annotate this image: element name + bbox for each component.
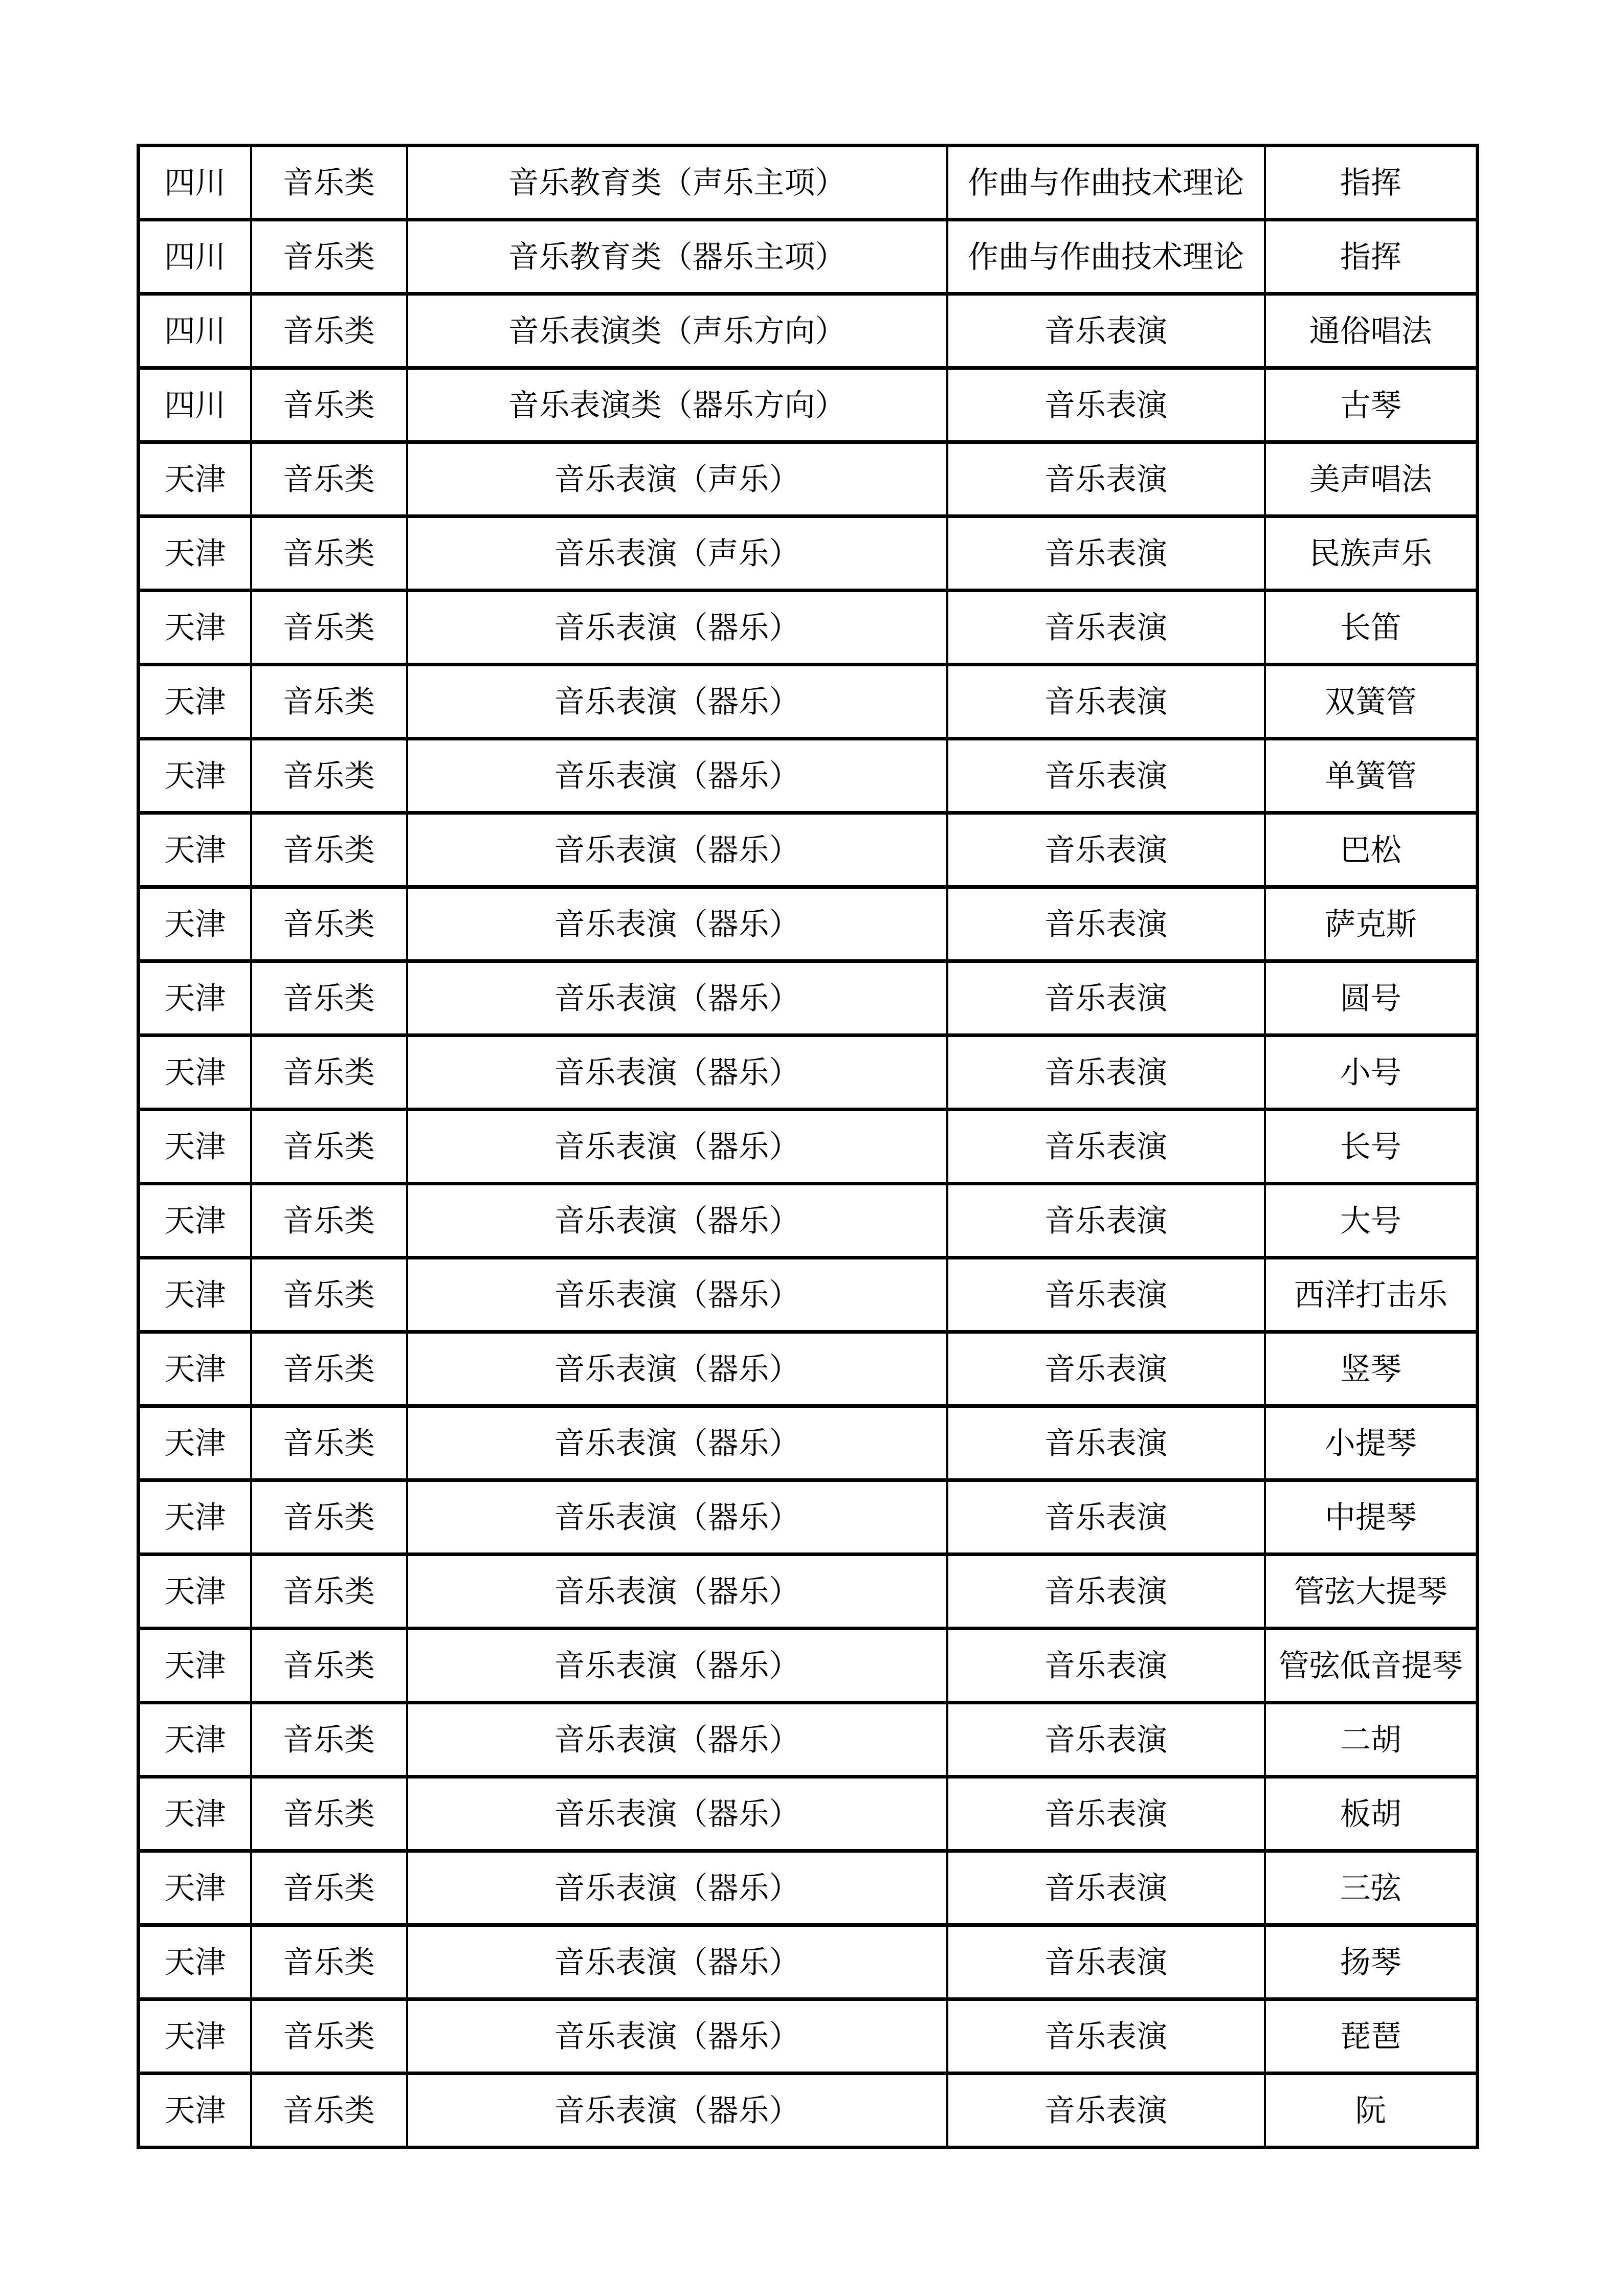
table-row [139,1851,1478,1925]
majors-table [137,144,1479,2149]
cell-category: 音乐类 [251,516,407,591]
cell-exam-type: 音乐表演（器乐） [407,1851,947,1925]
cell-exam-type: 音乐表演（器乐） [407,1258,947,1332]
cell-province: 天津 [139,1406,251,1480]
cell-category: 音乐类 [251,961,407,1036]
table-row [139,1999,1478,2074]
cell-direction: 阮 [1265,2074,1478,2148]
table-row [139,1184,1478,1258]
cell-category: 音乐类 [251,1851,407,1925]
cell-exam-type: 音乐表演（声乐） [407,516,947,591]
table-row [139,294,1478,368]
cell-major: 音乐表演 [947,1406,1265,1480]
cell-direction: 民族声乐 [1265,516,1478,591]
cell-category: 音乐类 [251,1555,407,1629]
cell-exam-type: 音乐表演（器乐） [407,665,947,739]
table-row [139,368,1478,442]
cell-major: 音乐表演 [947,1184,1265,1258]
cell-direction: 巴松 [1265,813,1478,887]
cell-exam-type: 音乐表演（器乐） [407,739,947,813]
cell-province: 四川 [139,368,251,442]
cell-major: 音乐表演 [947,1110,1265,1184]
cell-province: 天津 [139,2074,251,2148]
table-row [139,1406,1478,1480]
cell-province: 天津 [139,516,251,591]
cell-province: 天津 [139,961,251,1036]
cell-major: 音乐表演 [947,442,1265,516]
cell-category: 音乐类 [251,220,407,294]
cell-exam-type: 音乐表演（器乐） [407,961,947,1036]
cell-province: 天津 [139,442,251,516]
cell-category: 音乐类 [251,1480,407,1555]
table-row [139,665,1478,739]
table-row [139,591,1478,665]
cell-exam-type: 音乐表演（器乐） [407,1480,947,1555]
cell-direction: 小提琴 [1265,1406,1478,1480]
cell-province: 四川 [139,294,251,368]
cell-exam-type: 音乐表演（器乐） [407,2074,947,2148]
cell-major: 音乐表演 [947,1036,1265,1110]
cell-direction: 管弦大提琴 [1265,1555,1478,1629]
cell-province: 天津 [139,739,251,813]
table-row [139,813,1478,887]
cell-category: 音乐类 [251,1258,407,1332]
table-row [139,2074,1478,2148]
table-row [139,961,1478,1036]
cell-direction: 长号 [1265,1110,1478,1184]
cell-province: 天津 [139,887,251,961]
cell-exam-type: 音乐表演（器乐） [407,1036,947,1110]
cell-province: 天津 [139,1332,251,1406]
cell-exam-type: 音乐表演（器乐） [407,1332,947,1406]
table-row [139,442,1478,516]
cell-major: 音乐表演 [947,591,1265,665]
cell-province: 天津 [139,1555,251,1629]
cell-category: 音乐类 [251,1184,407,1258]
cell-direction: 管弦低音提琴 [1265,1629,1478,1703]
table-row [139,220,1478,294]
cell-major: 音乐表演 [947,739,1265,813]
cell-exam-type: 音乐表演（器乐） [407,591,947,665]
cell-category: 音乐类 [251,442,407,516]
cell-major: 音乐表演 [947,1480,1265,1555]
cell-major: 音乐表演 [947,961,1265,1036]
table-row [139,1629,1478,1703]
cell-major: 作曲与作曲技术理论 [947,146,1265,220]
table-row [139,146,1478,220]
cell-province: 天津 [139,1184,251,1258]
cell-direction: 古琴 [1265,368,1478,442]
cell-category: 音乐类 [251,813,407,887]
cell-exam-type: 音乐表演（器乐） [407,1406,947,1480]
table-row [139,1036,1478,1110]
cell-province: 四川 [139,146,251,220]
cell-direction: 双簧管 [1265,665,1478,739]
cell-province: 天津 [139,1925,251,1999]
cell-category: 音乐类 [251,1406,407,1480]
cell-category: 音乐类 [251,665,407,739]
cell-category: 音乐类 [251,146,407,220]
cell-major: 音乐表演 [947,813,1265,887]
cell-province: 天津 [139,1999,251,2074]
cell-province: 天津 [139,1703,251,1777]
cell-exam-type: 音乐表演（器乐） [407,1999,947,2074]
cell-direction: 扬琴 [1265,1925,1478,1999]
cell-category: 音乐类 [251,294,407,368]
cell-category: 音乐类 [251,739,407,813]
cell-major: 音乐表演 [947,887,1265,961]
table-row [139,1777,1478,1851]
cell-province: 天津 [139,1258,251,1332]
table-row [139,1480,1478,1555]
cell-direction: 大号 [1265,1184,1478,1258]
cell-province: 天津 [139,1036,251,1110]
cell-exam-type: 音乐表演（器乐） [407,1777,947,1851]
cell-major: 作曲与作曲技术理论 [947,220,1265,294]
cell-direction: 琵琶 [1265,1999,1478,2074]
cell-direction: 指挥 [1265,146,1478,220]
table-row [139,1555,1478,1629]
cell-category: 音乐类 [251,1332,407,1406]
cell-province: 天津 [139,813,251,887]
cell-province: 天津 [139,1629,251,1703]
majors-table-body [139,146,1478,2148]
cell-major: 音乐表演 [947,1851,1265,1925]
cell-major: 音乐表演 [947,2074,1265,2148]
cell-category: 音乐类 [251,591,407,665]
cell-major: 音乐表演 [947,1777,1265,1851]
cell-major: 音乐表演 [947,1629,1265,1703]
cell-major: 音乐表演 [947,516,1265,591]
cell-exam-type: 音乐表演（器乐） [407,1184,947,1258]
cell-direction: 萨克斯 [1265,887,1478,961]
cell-exam-type: 音乐教育类（声乐主项） [407,146,947,220]
cell-direction: 小号 [1265,1036,1478,1110]
cell-category: 音乐类 [251,1777,407,1851]
cell-major: 音乐表演 [947,1258,1265,1332]
table-row [139,1925,1478,1999]
cell-province: 四川 [139,220,251,294]
cell-exam-type: 音乐表演类（声乐方向） [407,294,947,368]
cell-exam-type: 音乐教育类（器乐主项） [407,220,947,294]
cell-direction: 指挥 [1265,220,1478,294]
cell-category: 音乐类 [251,1110,407,1184]
cell-category: 音乐类 [251,368,407,442]
cell-direction: 三弦 [1265,1851,1478,1925]
cell-direction: 中提琴 [1265,1480,1478,1555]
table-row [139,1332,1478,1406]
cell-direction: 西洋打击乐 [1265,1258,1478,1332]
cell-province: 天津 [139,665,251,739]
table-row [139,1703,1478,1777]
cell-direction: 竖琴 [1265,1332,1478,1406]
cell-province: 天津 [139,1110,251,1184]
cell-exam-type: 音乐表演（器乐） [407,1110,947,1184]
cell-major: 音乐表演 [947,294,1265,368]
table-row [139,1258,1478,1332]
cell-direction: 长笛 [1265,591,1478,665]
cell-exam-type: 音乐表演（声乐） [407,442,947,516]
cell-exam-type: 音乐表演（器乐） [407,1629,947,1703]
cell-province: 天津 [139,1777,251,1851]
cell-category: 音乐类 [251,1925,407,1999]
cell-category: 音乐类 [251,1629,407,1703]
cell-category: 音乐类 [251,1036,407,1110]
cell-province: 天津 [139,1851,251,1925]
cell-major: 音乐表演 [947,1999,1265,2074]
cell-exam-type: 音乐表演（器乐） [407,887,947,961]
cell-province: 天津 [139,1480,251,1555]
cell-direction: 通俗唱法 [1265,294,1478,368]
cell-exam-type: 音乐表演类（器乐方向） [407,368,947,442]
cell-major: 音乐表演 [947,368,1265,442]
cell-direction: 单簧管 [1265,739,1478,813]
table-row [139,516,1478,591]
cell-direction: 板胡 [1265,1777,1478,1851]
table-row [139,1110,1478,1184]
cell-major: 音乐表演 [947,1703,1265,1777]
cell-major: 音乐表演 [947,1332,1265,1406]
cell-category: 音乐类 [251,887,407,961]
cell-category: 音乐类 [251,1703,407,1777]
cell-exam-type: 音乐表演（器乐） [407,813,947,887]
cell-major: 音乐表演 [947,1555,1265,1629]
cell-exam-type: 音乐表演（器乐） [407,1555,947,1629]
cell-category: 音乐类 [251,2074,407,2148]
cell-category: 音乐类 [251,1999,407,2074]
cell-major: 音乐表演 [947,1925,1265,1999]
cell-major: 音乐表演 [947,665,1265,739]
cell-direction: 美声唱法 [1265,442,1478,516]
cell-direction: 圆号 [1265,961,1478,1036]
cell-direction: 二胡 [1265,1703,1478,1777]
table-row [139,739,1478,813]
cell-province: 天津 [139,591,251,665]
cell-exam-type: 音乐表演（器乐） [407,1703,947,1777]
table-row [139,887,1478,961]
cell-exam-type: 音乐表演（器乐） [407,1925,947,1999]
